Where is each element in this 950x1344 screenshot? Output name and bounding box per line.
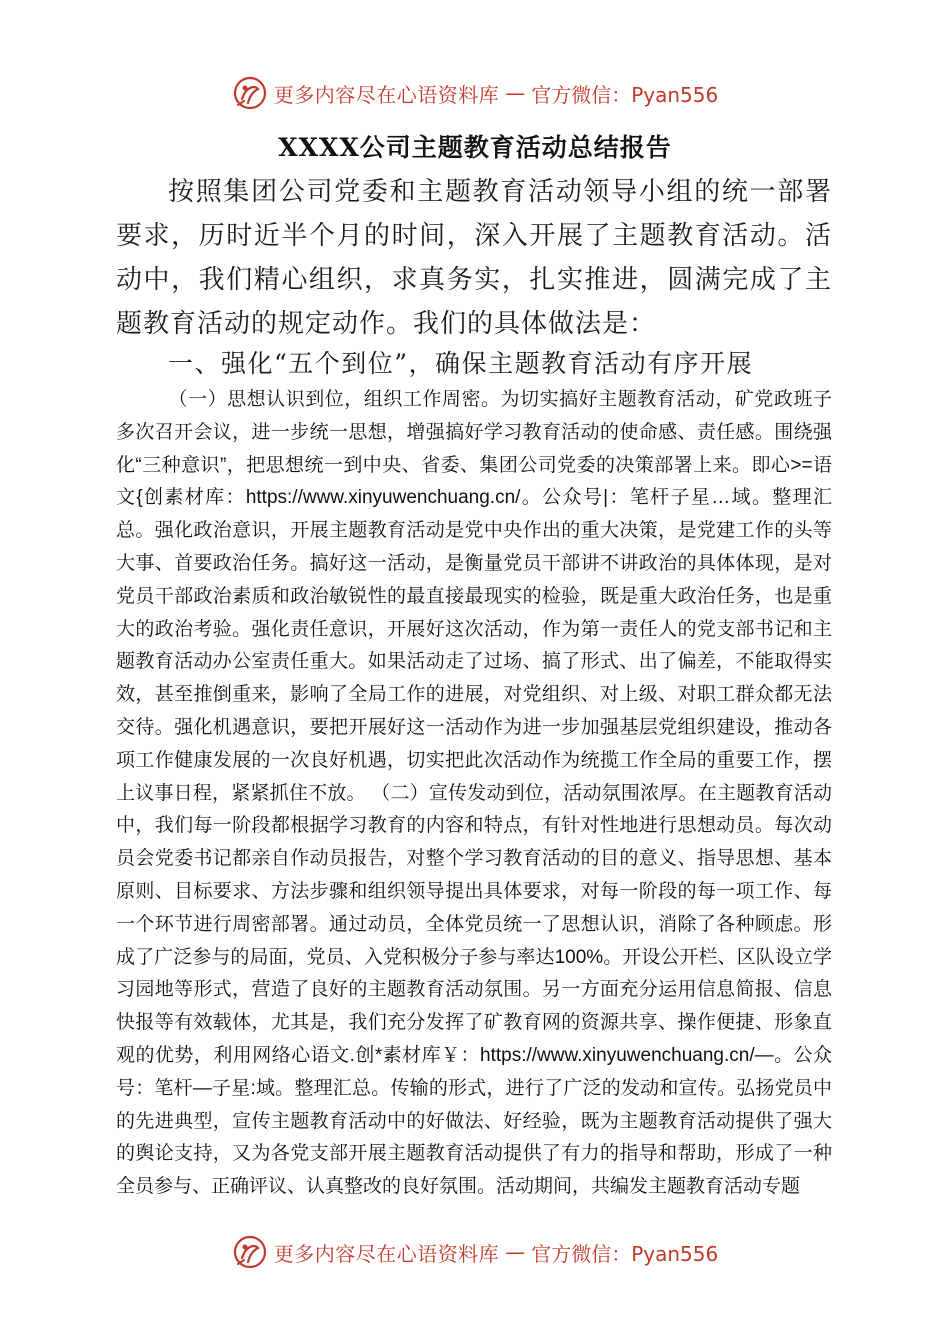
section-heading: 一、强化“五个到位”，确保主题教育活动有序开展 xyxy=(168,349,754,378)
footer-banner-text: 更多内容尽在心语资料库 xyxy=(273,1241,500,1266)
footer-banner-separator: — xyxy=(505,1240,526,1264)
intro-paragraph: 按照集团公司党委和主题教育活动领导小组的统一部署要求，历时近半个月的时间，深入开展了主题教育活动。活动中，我们精心组织，求真务实，扎实推进，圆满完成了主题教育活动的规定动作。我们的具体做法是： xyxy=(116,177,832,339)
document-title: XXXX公司主题教育活动总结报告 xyxy=(278,133,672,162)
header-banner-separator: — xyxy=(505,81,526,105)
section-body-paragraph xyxy=(116,384,832,1204)
xinyu-logo-icon xyxy=(232,1234,268,1270)
footer-banner-wechat: 官方微信：Pyan556 xyxy=(531,1241,719,1266)
section-body-text: （一）思想认识到位，组织工作周密。为切实搞好主题教育活动，矿党政班子多次召开会议，进一步统一思想，增强搞好学习教育活动的使命感、责任感。围绕强化“三种意识”，把思想统一到中央、省委、集团公司党委的决策部署上来。即心>=语文{创素材库：https://www.xinyuwenchuang.cn/。公众号|：笔杆子星…域。整理汇总。强化政治意识，开展主题教育活动是党中央作出的重大决策，是党建工作的头等大事、首要政治任务。搞好这一活动，是衡量党员干部讲不讲政治的具体体现，是对党员干部政治素质和政治敏锐性的最直接最现实的检验，既是重大政治任务，也是重大的政治考验。强化责任意识，开展好这次活动，作为第一责任人的党支部书记和主题教育活动办公室责任重大。如果活动走了过场、搞了形式、出了偏差，不能取得实效，甚至推倒重来，影响了全局工作的进展，对党组织、对上级、对职工群众都无法交待。强化机遇意识，要把开展好这一活动作为进一步加强基层党组织建设，推动各项工作健康发展的一次良好机遇，切实把此次活动作为统揽工作全局的重要工作，摆上议事日程，紧紧抓住不放。 （二）宣传发动到位，活动氛围浓厚。在主题教育活动中，我们每一阶段都根据学习教育的内容和特点，有针对性地进行思想动员。每次动员会党委书记都亲自作动员报告，对整个学习教育活动的目的意义、指导思想、基本原则、目标要求、方法步骤和组织领导提出具体要求，对每一阶段的每一项工作、每一个环节进行周密部署。通过动员，全体党员统一了思想认识，消除了各种顾虑。形成了广泛参与的局面，党员、入党积极分子参与率达100%。开设公开栏、区队设立学习园地等形式，营造了良好的主题教育活动氛围。另一方面充分运用信息简报、信息快报等有效载体，尤其是，我们充分发挥了矿教育网的资源共享、操作便捷、形象直观的优势，利用网络心语文.创*素材库￥：https://www.xinyuwenchuang.cn/—。公众号：笔杆—子星:域。整理汇总。传输的形式，进行了广泛的发动和宣传。弘扬党员中的先进典型，宣传主题教育活动中的好做法、好经验，既为主题教育活动提供了强大的舆论支持，又为各党支部开展主题教育活动提供了有力的指导和帮助，形成了一种全员参与、正确评议、认真整改的良好氛围。活动期间，共编发主题教育活动专题 xyxy=(116,389,832,1198)
header-banner-wechat: 官方微信：Pyan556 xyxy=(531,82,719,107)
header-banner-text: 更多内容尽在心语资料库 xyxy=(273,82,500,107)
header-watermark-banner xyxy=(0,73,950,113)
footer-watermark-banner xyxy=(0,1232,950,1272)
xinyu-logo-icon xyxy=(232,75,268,111)
